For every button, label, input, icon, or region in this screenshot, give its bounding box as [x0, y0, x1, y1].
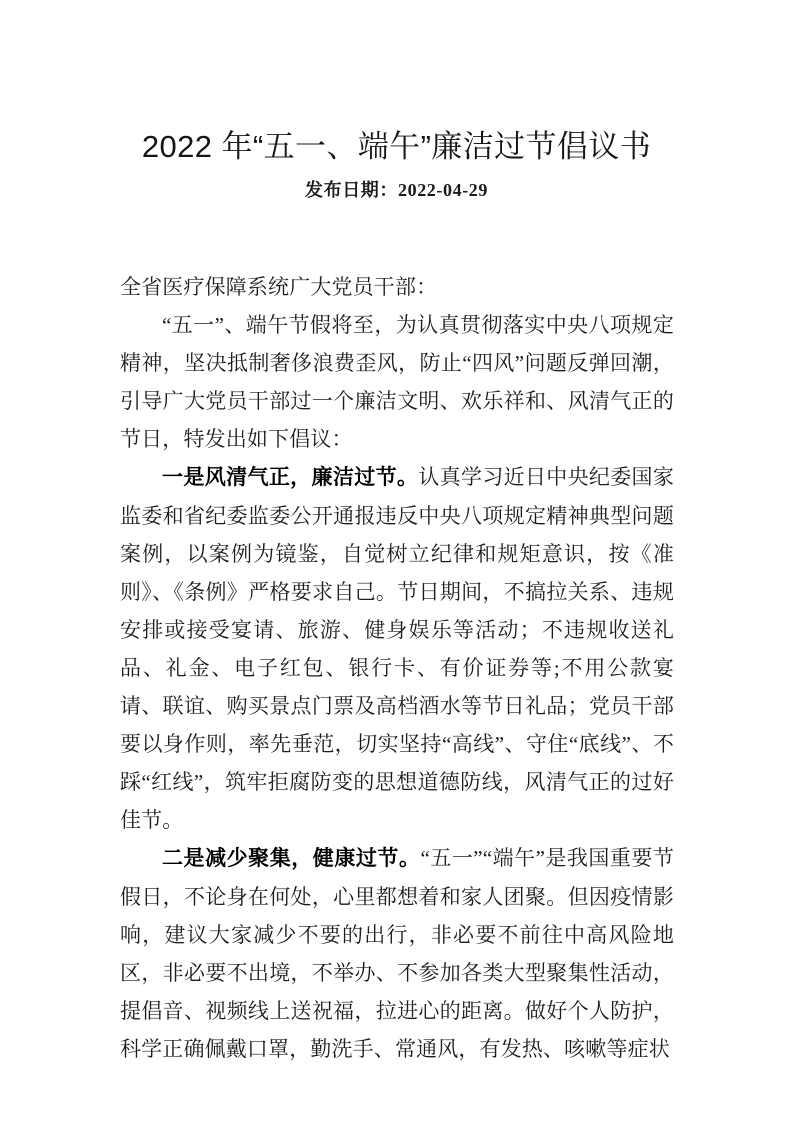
title-block	[0, 128, 793, 202]
section-paragraph-1	[120, 458, 674, 839]
section-text-1: 认真学习近日中央纪委国家监委和省纪委监委公开通报违反中央八项规定精神典型问题案例，以案例为镜鉴，自觉树立纪律和规矩意识，按《准则》、《条例》严格要求自己。节日期间，不搞拉关系、违规安排或接受宴请、旅游、健身娱乐等活动；不违规收送礼品、礼金、电子红包、银行卡、有价证券等;不用公款宴请、联谊、购买景点门票及高档酒水等节日礼品；党员干部要以身作则，率先垂范，切实坚持“高线”、守住“底线”、不踩“红线”，筑牢拒腐防变的思想道德防线，风清气正的过好佳节。	[120, 465, 674, 832]
page-title: 2022 年“五一、端午”廉洁过节倡议书	[141, 129, 652, 164]
intro-paragraph: “五一”、端午节假将至，为认真贯彻落实中央八项规定精神，坚决抵制奢侈浪费歪风，防止“四风”问题反弹回潮，引导广大党员干部过一个廉洁文明、欢乐祥和、风清气正的节日，特发出如下倡议：	[120, 313, 674, 451]
publish-date: 发布日期：2022-04-29	[305, 179, 488, 200]
salutation-paragraph: 全省医疗保障系统广大党员干部：	[120, 275, 438, 299]
section-heading-2: 二是减少聚集，健康过节。	[162, 847, 421, 870]
document-body	[120, 268, 674, 1068]
section-text-2: “五一”“端午”是我国重要节假日，不论身在何处，心里都想着和家人团聚。但因疫情影响，建议大家减少不要的出行，非必要不前往中高风险地区，非必要不出境，不举办、不参加各类大型聚集性活动，提倡音、视频线上送祝福，拉进心的距离。做好个人防护，科学正确佩戴口罩，勤洗手、常通风，有发热、咳嗽等症状	[120, 846, 674, 1061]
section-paragraph-2	[120, 839, 674, 1068]
section-heading-1: 一是风清气正，廉洁过节。	[162, 466, 419, 489]
